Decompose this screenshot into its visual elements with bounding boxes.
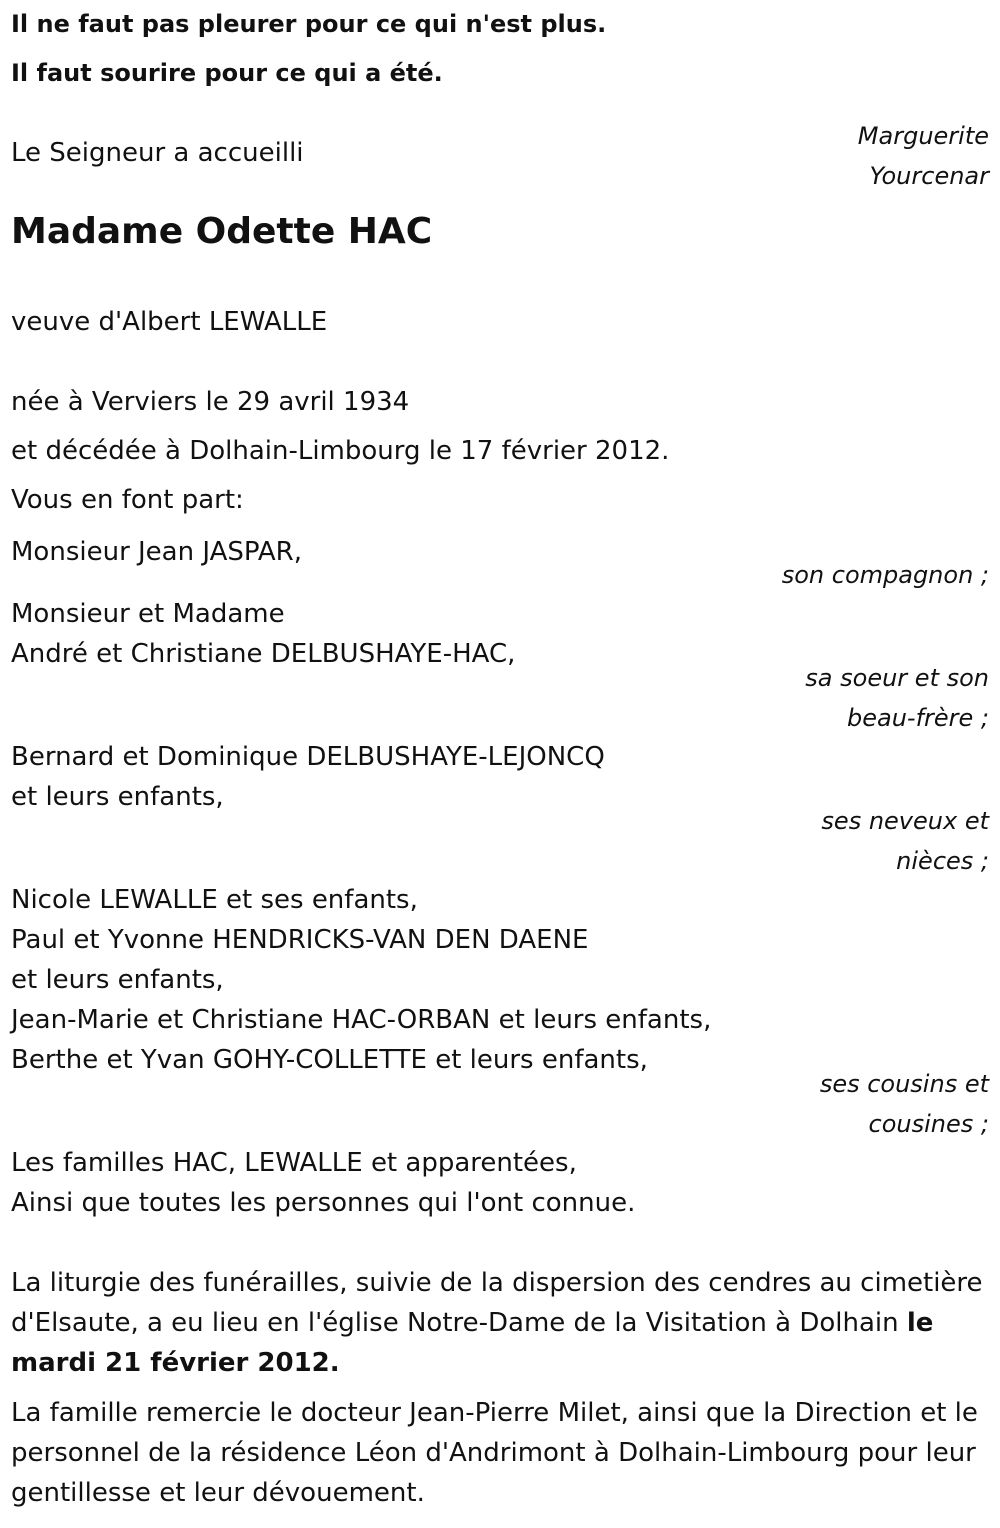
family-4-line-3: et leurs enfants, — [11, 965, 224, 995]
funeral-date: le mardi 21 février 2012. — [11, 1308, 934, 1378]
spouse-line: veuve d'Albert LEWALLE — [11, 307, 328, 337]
death-line: et décédée à Dolhain-Limbourg le 17 février 2012. — [11, 436, 670, 466]
family-2-line-2: André et Christiane DELBUSHAYE-HAC, — [11, 639, 516, 669]
family-3-line-1: Bernard et Dominique DELBUSHAYE-LEJONCQ — [11, 742, 605, 772]
family-3-line-2: et leurs enfants, — [11, 782, 224, 812]
family-2-line-1: Monsieur et Madame — [11, 599, 285, 629]
family-3-relation-2: nièces ; — [896, 847, 989, 875]
intro-text: Le Seigneur a accueilli — [11, 138, 304, 168]
thanks-text: La famille remercie le docteur Jean-Pierre Milet, ainsi que la Direction et le personnel de la résidence Léon d'Andrimont à Dolhain-Limbourg pour leur gentillesse et leur dévouement. — [11, 1398, 978, 1508]
family-4-relation-2: cousines ; — [868, 1110, 989, 1138]
funeral-text: La liturgie des funérailles, suivie de la dispersion des cendres au cimetière d'Elsaute, a eu lieu en l'église Notre-Dame de la Visitation à Dolhain — [11, 1268, 983, 1338]
announcement-line: Vous en font part: — [11, 485, 244, 515]
family-4-line-4: Jean-Marie et Christiane HAC-ORBAN et leurs enfants, — [11, 1005, 712, 1035]
family-2-relation-2: beau-frère ; — [846, 704, 989, 732]
family-4-line-1: Nicole LEWALLE et ses enfants, — [11, 885, 418, 915]
closing-family-line-2: Ainsi que toutes les personnes qui l'ont connue. — [11, 1188, 636, 1218]
family-4-relation-1: ses cousins et — [819, 1070, 989, 1098]
family-1-relation-1: son compagnon ; — [781, 561, 989, 589]
epigraph-author-last: Yourcenar — [869, 162, 989, 190]
family-3-relation-1: ses neveux et — [821, 807, 989, 835]
closing-family-line-1: Les familles HAC, LEWALLE et apparentées, — [11, 1148, 577, 1178]
birth-line: née à Verviers le 29 avril 1934 — [11, 387, 410, 417]
epigraph-line-1: Il ne faut pas pleurer pour ce qui n'est plus. — [11, 10, 607, 38]
epigraph-author-first: Marguerite — [857, 122, 989, 150]
family-1-line-1: Monsieur Jean JASPAR, — [11, 537, 302, 567]
family-4-line-2: Paul et Yvonne HENDRICKS-VAN DEN DAENE — [11, 925, 589, 955]
epigraph-line-2: Il faut sourire pour ce qui a été. — [11, 59, 443, 87]
family-2-relation-1: sa soeur et son — [805, 664, 989, 692]
deceased-name: Madame Odette HAC — [11, 211, 433, 252]
funeral-paragraph — [11, 1263, 991, 1383]
thanks-paragraph — [11, 1393, 991, 1513]
family-4-line-5: Berthe et Yvan GOHY-COLLETTE et leurs enfants, — [11, 1045, 648, 1075]
